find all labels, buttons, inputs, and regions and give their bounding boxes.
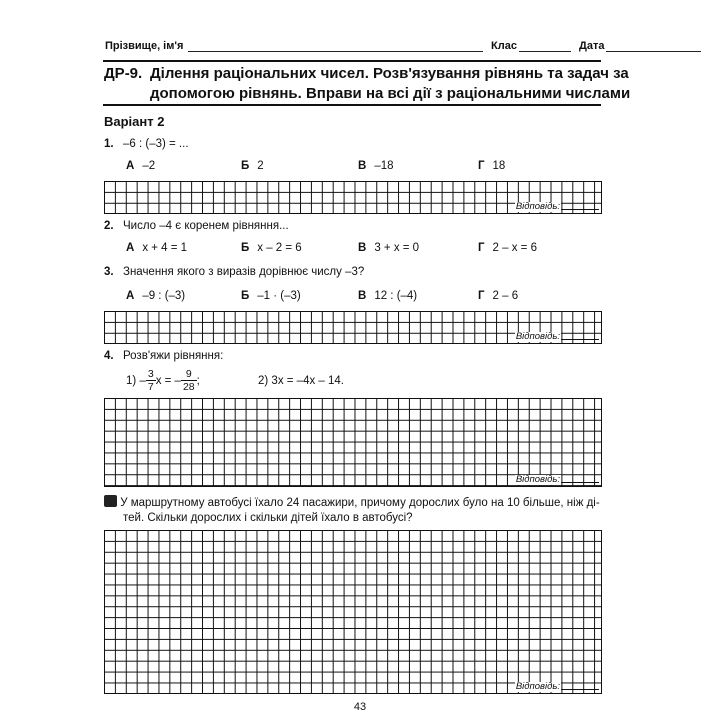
option-b[interactable]: Б x – 2 = 6 xyxy=(241,242,302,254)
answer-line xyxy=(561,339,599,340)
question-text: Розв'яжи рівняння: xyxy=(123,350,224,362)
option-g[interactable]: Г 18 xyxy=(478,160,506,172)
option-a[interactable]: А –2 xyxy=(126,160,156,172)
question-number: 1. xyxy=(104,138,114,150)
option-b[interactable]: Б –1 · (–3) xyxy=(241,290,301,302)
option-v[interactable]: В 12 : (–4) xyxy=(358,290,418,302)
fraction-2-numerator: 9 xyxy=(181,368,197,381)
question-number: 2. xyxy=(104,220,114,232)
question-text: Значення якого з виразів дорівнює числу –3? xyxy=(123,266,365,278)
equation-1-sign: – xyxy=(139,375,146,387)
question-3-options xyxy=(126,290,606,306)
answer-line xyxy=(561,209,599,210)
option-b[interactable]: Б 2 xyxy=(241,160,264,172)
title-code: ДР-9. xyxy=(104,65,143,82)
class-label: Клас xyxy=(491,40,517,52)
option-v[interactable]: В –18 xyxy=(358,160,394,172)
answer-line xyxy=(561,689,599,690)
fraction-1-denominator: 7 xyxy=(147,381,154,394)
equation-1-prefix: 1) xyxy=(126,375,137,387)
title-line-2: допомогою рівнянь. Вправи на всі дії з раціональними числами xyxy=(150,85,631,102)
question-number: 3. xyxy=(104,266,114,278)
title-line-1: Ділення раціональних чисел. Розв'язування рівнянь та задач за xyxy=(150,65,629,82)
question-text: –6 : (–3) = ... xyxy=(123,138,189,150)
option-g[interactable]: Г 2 – x = 6 xyxy=(478,242,537,254)
class-field[interactable] xyxy=(519,51,571,52)
answer-grid-5[interactable] xyxy=(104,530,602,694)
option-a[interactable]: А x + 4 = 1 xyxy=(126,242,188,254)
title-rule xyxy=(103,104,601,106)
equation-1-end: ; xyxy=(196,375,200,387)
question-number: 4. xyxy=(104,350,114,362)
option-v[interactable]: В 3 + x = 0 xyxy=(358,242,420,254)
answer-label: Відповідь: xyxy=(515,331,560,342)
question-2 xyxy=(104,220,504,236)
date-label: Дата xyxy=(579,40,605,52)
question-2-options xyxy=(126,242,606,258)
answer-grid-3[interactable] xyxy=(104,311,602,344)
surname-label: Прізвище, ім'я xyxy=(105,40,184,52)
question-5-line-1: У маршрутному автобусі їхало 24 пасажири, причому дорослих було на 10 більше, ніж ді- xyxy=(120,497,600,509)
variant-heading: Варіант 2 xyxy=(104,114,165,129)
question-4 xyxy=(104,350,504,366)
question-3 xyxy=(104,266,504,282)
fraction-2 xyxy=(181,368,197,393)
option-a[interactable]: А –9 : (–3) xyxy=(126,290,186,302)
equation-2: 2) 3x = –4x – 14. xyxy=(258,375,344,387)
date-field[interactable] xyxy=(606,51,701,52)
answer-label: Відповідь: xyxy=(515,201,560,212)
top-rule xyxy=(103,60,601,62)
answer-line xyxy=(561,482,599,483)
student-info-header xyxy=(105,40,605,56)
surname-field[interactable] xyxy=(188,51,483,52)
question-1-options xyxy=(126,160,606,176)
question-text: Число –4 є коренем рівняння... xyxy=(123,220,289,232)
answer-label: Відповідь: xyxy=(515,681,560,692)
page-number: 43 xyxy=(353,701,367,713)
fraction-2-denominator: 28 xyxy=(182,381,195,394)
answer-grid-1[interactable] xyxy=(104,181,602,214)
equation-1 xyxy=(126,366,386,396)
question-5-badge xyxy=(104,495,117,507)
question-1 xyxy=(104,138,504,154)
fraction-1 xyxy=(146,368,156,393)
option-g[interactable]: Г 2 – 6 xyxy=(478,290,519,302)
answer-label: Відповідь: xyxy=(515,474,560,485)
fraction-1-numerator: 3 xyxy=(147,368,154,381)
question-5-line-2: тей. Скільки дорослих і скільки дітей їхало в автобусі? xyxy=(123,512,413,524)
answer-grid-4[interactable] xyxy=(104,398,602,487)
equation-1-middle: x = – xyxy=(155,375,181,387)
question-5 xyxy=(104,495,604,526)
